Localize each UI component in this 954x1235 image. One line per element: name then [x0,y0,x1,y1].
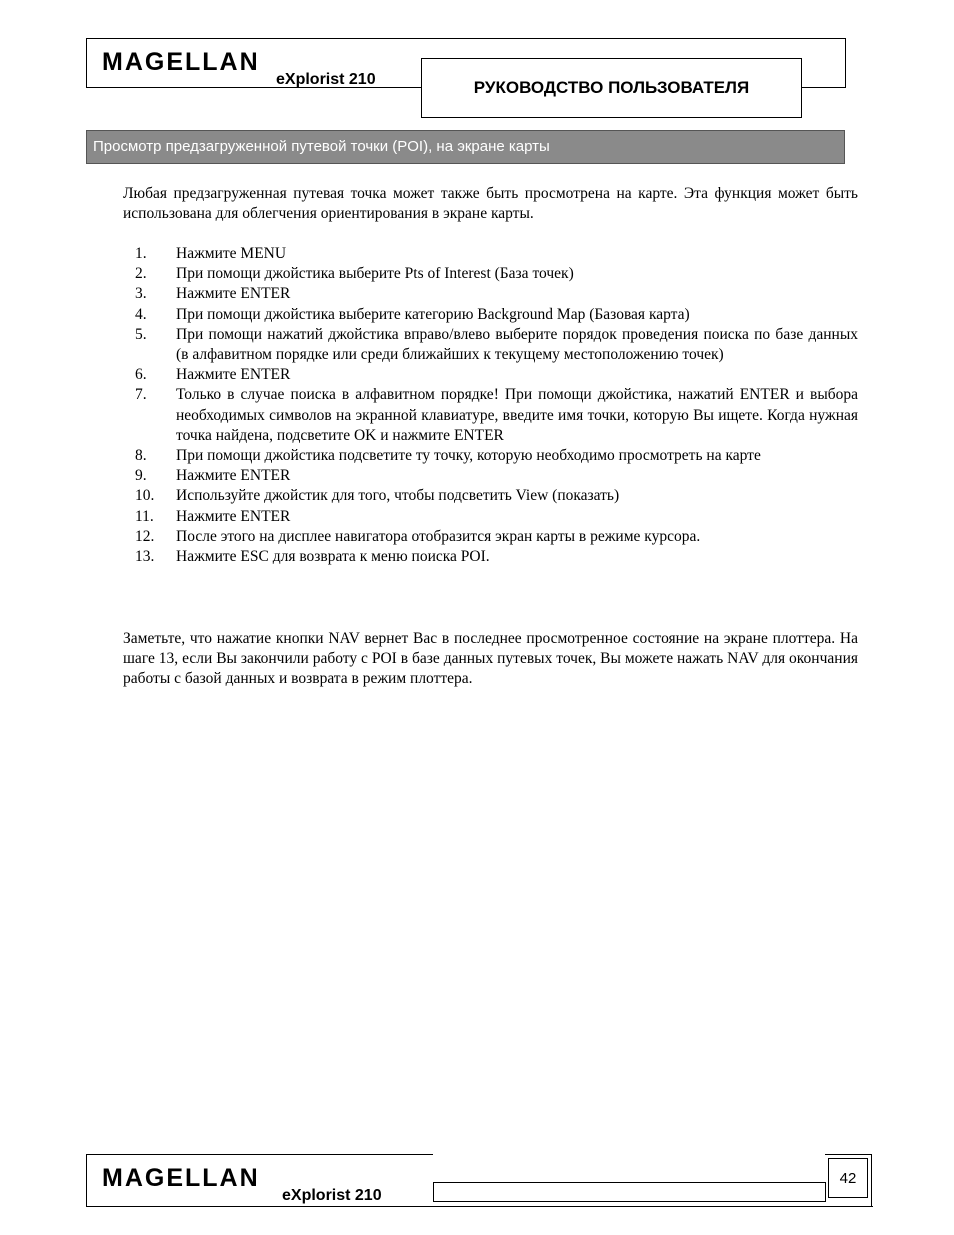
step-number: 1. [135,245,147,262]
section-title-bar: Просмотр предзагруженной путевой точки (POI), на экране карты [86,130,845,164]
step-text: Нажмите ESC для возврата к меню поиска POI. [176,548,490,566]
step-text: После этого на дисплее навигатора отобразится экран карты в режиме курсора. [176,527,701,545]
footer-brand-logo: MAGELLAN [102,1164,260,1192]
note-paragraph: Заметьте, что нажатие кнопки NAV вернет Вас в последнее просмотренное состояние на экране плоттера. На шаге 13, если Вы закончили работу с POI в базе данных путевых точек, Вы можете нажать NAV для окончания работы с базой данных и возврата в режим плоттера. [123,630,858,688]
header-model-name: eXplorist 210 [276,71,376,88]
step-text: Нажмите MENU [176,245,287,262]
step-number: 13. [135,548,155,566]
step-number: 2. [135,265,147,283]
step-text: При помощи джойстика выберите Pts of Interest (База точек) [176,265,574,283]
list-item [123,264,858,284]
step-text: При помощи джойстика выберите категорию Background Map (Базовая карта) [176,305,690,323]
header-document-title: РУКОВОДСТВО ПОЛЬЗОВАТЕЛЯ [421,58,802,118]
list-item [123,547,858,567]
list-item [123,466,858,486]
list-item [123,244,858,264]
step-number: 11. [135,507,154,525]
list-item [123,446,858,466]
list-item [123,507,858,527]
intro-paragraph: Любая предзагруженная путевая точка может также быть просмотрена на карте. Эта функция может быть использована для облегчения ориентирования в экране карты. [123,185,858,223]
step-text: Используйте джойстик для того, чтобы подсветить View (показать) [176,487,620,505]
step-number: 5. [135,325,147,343]
step-text: Нажмите ENTER [176,467,291,485]
step-text: Только в случае поиска в алфавитном порядке! При помощи джойстика, нажатий ENTER и выбора необходимых символов на экранной клавиатуре, введите имя точки, которую Вы ищете. Когда нужная точка найдена, подсветите OK и нажмите ENTER [176,386,858,444]
header-brand-logo: MAGELLAN [102,48,260,76]
step-number: 8. [135,447,147,465]
list-item [123,486,858,506]
page-number: 42 [828,1158,868,1198]
list-item [123,385,858,446]
steps-list [123,244,858,567]
step-text: Нажмите ENTER [176,507,291,525]
list-item [123,365,858,385]
footer-model-name: eXplorist 210 [282,1187,382,1204]
step-text: При помощи нажатий джойстика вправо/влево выберите порядок проведения поиска по базе данных (в алфавитном порядке или среди ближайших к текущему местоположению точек) [176,325,858,364]
step-text: При помощи джойстика подсветите ту точку, которую необходимо просмотреть на карте [176,447,761,465]
list-item [123,325,858,365]
step-number: 3. [135,285,147,303]
step-number: 4. [135,305,147,323]
footer-divider [433,1206,873,1207]
footer-bar [433,1182,826,1202]
step-number: 10. [135,487,155,505]
step-number: 7. [135,386,147,404]
step-number: 9. [135,467,147,485]
list-item [123,527,858,547]
list-item [123,284,858,304]
step-text: Нажмите ENTER [176,285,291,303]
step-number: 12. [135,527,155,545]
list-item [123,305,858,325]
step-number: 6. [135,366,147,384]
step-text: Нажмите ENTER [176,366,291,384]
